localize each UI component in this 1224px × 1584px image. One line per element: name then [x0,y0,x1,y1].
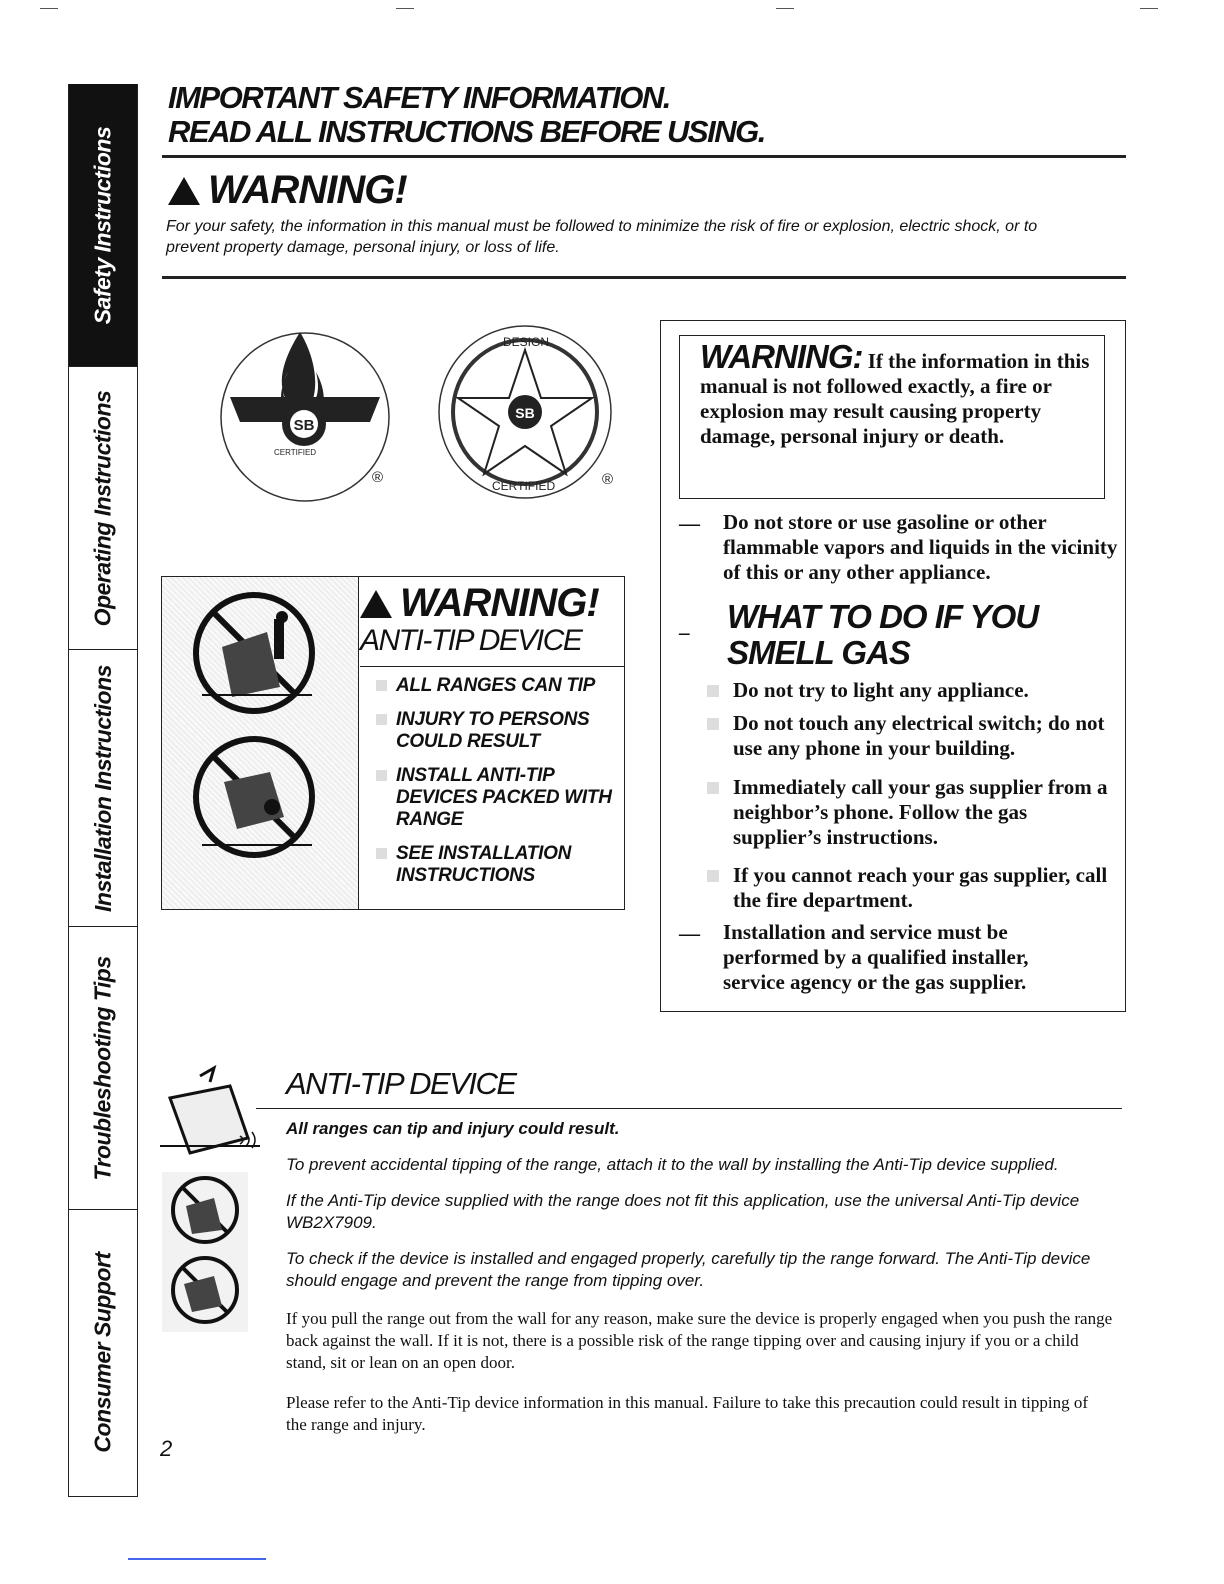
warning-heading: WARNING! [168,168,407,213]
anti-tip-illustration [162,577,359,909]
svg-text:CERTIFIED: CERTIFIED [274,448,317,457]
gas-item-installation: Installation and service must be performed by a qualified installer, service agency or the gas supplier. [723,920,1029,994]
gas-item-store: Do not store or use gasoline or other flammable vapors and liquids in the vicinity of this or any other appliance. [723,510,1118,584]
warning-triangle-icon [168,177,200,205]
anti-tip-warning-list [374,675,619,899]
tab-troubleshooting-tips[interactable]: Troubleshooting Tips [69,927,137,1210]
svg-text:®: ® [372,469,384,486]
anti-tip-paragraph: If you pull the range out from the wall for any reason, make sure the device is properly engaged when you push the range back against the wall. If it is not, there is a possible risk of the range tipping over and causing injury if you or a child stand, sit or lean on an open door. [286,1309,1113,1372]
list-item: SEE INSTALLATION INSTRUCTIONS [374,843,619,887]
bullet-square-icon [707,685,719,697]
anti-tip-paragraph: To check if the device is installed and engaged properly, carefully tip the range forward. The Anti-Tip device should engage and prevent the range from tipping over. [286,1249,1091,1290]
dash-bullet: _ [679,613,690,637]
list-item: INSTALL ANTI-TIP DEVICES PACKED WITH RANGE [374,765,619,831]
bullet-square-icon [707,718,719,730]
svg-text:DESIGN: DESIGN [503,335,550,349]
anti-tip-warning-subtitle: ANTI-TIP DEVICE [360,624,582,657]
anti-tip-section-title: ANTI-TIP DEVICE [286,1066,516,1101]
anti-tip-warning-header [360,581,599,658]
anti-tip-paragraph: If the Anti-Tip device supplied with the range does not fit this application, use the universal Anti-Tip device WB2X7909. [286,1191,1080,1232]
svg-text:SB: SB [293,417,315,434]
tab-installation-instructions[interactable]: Installation Instructions [69,650,137,927]
bullet-square-icon [707,782,719,794]
gas-step-2: Do not touch any electrical switch; do not use any phone in your building. [733,711,1105,760]
svg-text:CERTIFIED: CERTIFIED [492,479,556,493]
svg-text:®: ® [602,471,614,488]
smell-gas-heading: WHAT TO DO IF YOU SMELL GAS [727,598,1039,671]
crop-mark [1140,8,1158,9]
svg-text:SB: SB [515,405,535,421]
section-tabs [68,84,138,1497]
divider [162,155,1126,158]
no-tipping-small-icons [162,1172,248,1332]
anti-tip-paragraph: Please refer to the Anti-Tip device information in this manual. Failure to take this precaution could result in tipping of the range and injury. [286,1393,1088,1434]
no-tipping-icon [162,577,358,909]
bullet-square-icon [707,870,719,882]
warning-triangle-icon [360,590,392,618]
dash-bullet: — [679,511,700,535]
anti-tip-warning-box [161,576,625,910]
crop-mark [40,8,58,9]
gas-warning-panel [660,320,1126,1012]
list-item: ALL RANGES CAN TIP [374,675,619,697]
anti-tip-warning-title: WARNING! [360,581,599,626]
page-title-line2: READ ALL INSTRUCTIONS BEFORE USING. [168,114,765,149]
page-number: 2 [160,1436,173,1461]
crop-mark [776,8,794,9]
csa-flame-logo-icon [221,332,389,501]
gas-warning-text: WARNING: If the information in this manual is not followed exactly, a fire or explosion may result causing property damage, personal injury or death. [700,338,1090,448]
design-certified-star-logo-icon [439,326,613,498]
dash-bullet: — [679,921,700,945]
gas-warning-word: WARNING: [700,338,863,375]
warning-intro-text: For your safety, the information in this manual must be followed to minimize the risk of fire or explosion, electric shock, or to prevent property damage, personal injury, or loss of life. [166,218,1038,256]
tab-safety-instructions[interactable]: Safety Instructions [69,84,137,367]
gas-warning-box [679,335,1105,499]
crop-mark [396,8,414,9]
tab-operating-instructions[interactable]: Operating Instructions [69,367,137,650]
page-title-line1: IMPORTANT SAFETY INFORMATION. [168,80,670,115]
anti-tip-bold-line: All ranges can tip and injury could result. [286,1119,620,1138]
gas-step-3: Immediately call your gas supplier from a neighbor’s phone. Follow the gas supplier’s instructions. [733,775,1108,849]
list-item: INJURY TO PERSONS COULD RESULT [374,709,619,753]
certification-logos [220,312,640,522]
bottom-bar [128,1558,266,1560]
tipping-range-icon [160,1058,270,1158]
gas-step-4: If you cannot reach your gas supplier, call the fire department. [733,863,1108,912]
anti-tip-paragraph: To prevent accidental tipping of the range, attach it to the wall by installing the Anti-Tip device supplied. [286,1155,1059,1174]
tab-consumer-support[interactable]: Consumer Support [89,1252,116,1453]
divider [256,1108,1122,1109]
divider [162,276,1126,279]
divider [360,666,624,667]
gas-step-1: Do not try to light any appliance. [733,678,1029,702]
